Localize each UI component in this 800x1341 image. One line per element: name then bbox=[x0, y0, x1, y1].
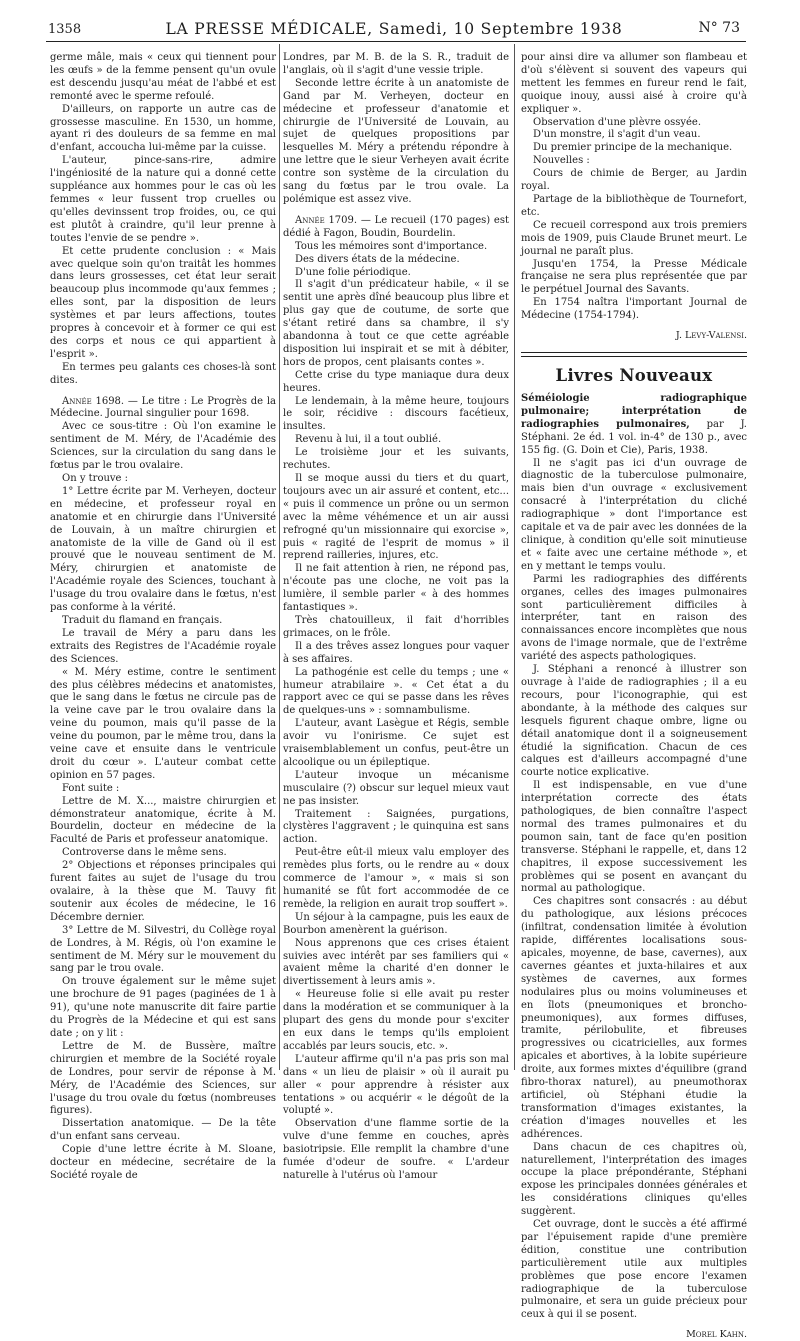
reviewer-signature: Morel Kahn. bbox=[686, 1329, 747, 1341]
paragraph: Avec ce sous-titre : Où l'on examine le sentiment de M. Méry, de l'Académie des Sciences, sur la circulation du sang dans le fœtus par le trou ovalaire. bbox=[50, 421, 276, 472]
paragraph: Controverse dans le même sens. bbox=[62, 847, 227, 859]
paragraph: germe mâle, mais « ceux qui tiennent pour les œufs » de la femme pensent qu'un ovule est descendu jusqu'au méat de l'abbé et est remonté avec le sperme refoulé. bbox=[50, 52, 276, 102]
paragraph: Traduit du flamand en français. bbox=[62, 614, 223, 626]
year-text: — Le titre : Le Progrès de la Médecine. Journal singulier pour 1698. bbox=[50, 395, 277, 420]
year-entry-1698 bbox=[50, 396, 276, 422]
paragraph: D'une folie périodique. bbox=[295, 266, 411, 278]
paragraph: pour ainsi dire va allumer son flambeau et d'où s'élèvent si souvent des vapeurs qui mettent les femmes en fureur rend le fait, quoique inouy, aussi aisé à croire qu'à expliquer ». bbox=[521, 52, 747, 115]
review-paragraph: Il ne s'agit pas ici d'un ouvrage de diagnostic de la tuberculose pulmonaire, mais bien d'un ouvrage « exclusivement consacré à l'interprétation du cliché radiographique » dont l'importance est capitale et va de pair avec les données de la clinique, à condition qu'elle soit minutieuse et « faite avec une certaine méthode », et en y mettant le temps voulu. bbox=[521, 457, 747, 572]
paragraph: « Heureuse folie si elle avait pu rester dans la modération et se communiquer à la plupart des gens du monde pour s'exciter en eux dans le temps qu'ils emploient accablés par leurs soucis, etc. ». bbox=[283, 989, 509, 1052]
paragraph: Nous apprenons que ces crises étaient suivies avec intérêt par ses familiers qui « avaient même la charité d'en donner le divertissement à leurs amis ». bbox=[283, 937, 509, 988]
header-rule bbox=[46, 41, 746, 42]
book-heading bbox=[521, 393, 747, 458]
author-signature: J. Levy-Valensi. bbox=[675, 330, 747, 342]
paragraph: Ce recueil correspond aux trois premiers mois de 1909, puis Claude Brunet meurt. Le journal ne paraît plus. bbox=[521, 219, 747, 257]
paragraph: 1° Lettre écrite par M. Verheyen, docteur en médecine, et professeur royal en anatomie et en chirurgie dans l'Université de Louvain, à un maître chirurgien et anatomiste de la ville de Gand où il est prouvé que le nouveau sentiment de M. Méry, chirurgien et anatomiste de l'Académie royale des Sciences, touchant à l'usage du trou ovalaire dans le fœtus, n'est pas conforme à la vérité. bbox=[50, 485, 276, 614]
paragraph: Il ne fait attention à rien, ne répond pas, n'écoute pas une cloche, ne voit pas la lumière, il semble parler « à des hommes fantastiques ». bbox=[283, 563, 509, 614]
journal-title bbox=[48, 20, 740, 38]
paragraph: On y trouve : bbox=[62, 473, 129, 484]
review-paragraph: Ces chapitres sont consacrés : au début du pathologique, aux lésions précoces (infiltrat, condensation limitée à évolution rapide, différentes localisations sous-apicales, moyenne, de base, cavernes), aux cavernes géantes et juxta-hilaires et aux systèmes de cavernes, aux formes nodulaires plus ou moins volumineuses et en îlots (pneumoniques et broncho-pneumoniques), aux formes diffuses, tramite, périlobulite, et fibreuses progressives ou cicatricielles, aux formes apicales et abortives, à la lobite supérieure droite, aux formes mixtes d'équilibre (grand fibro-thorax naturel), au pneumothorax artificiel, où Stéphani étudie la transformation d'images existantes, la création d'images nouvelles et les adhérences. bbox=[521, 896, 747, 1140]
paragraph: Lettre de M. X..., maistre chirurgien et démonstrateur anatomique, écrite à M. Bourdelin, docteur en médecine de la Faculté de Paris et professeur anatomique. bbox=[50, 795, 276, 846]
page-number: 1358 bbox=[48, 22, 82, 37]
paragraph: Revenu à lui, il a tout oublié. bbox=[295, 434, 442, 446]
paragraph: La pathogénie est celle du temps ; une « humeur atrabilaire ». « Cet état a du rapport avec ce qui se passe dans les rêves de quelques-uns » : somnambulisme. bbox=[283, 666, 509, 717]
paragraph: Traitement : Saignées, purgations, clystères l'aggravent ; le quinquina est sans action. bbox=[283, 808, 509, 846]
paragraph: On trouve également sur le même sujet une brochure de 91 pages (paginées de 1 à 91), qu'une note manuscrite dit faire partie du Progrès de la Médecine et qui est sans date ; on y lit : bbox=[50, 976, 276, 1039]
paragraph: Font suite : bbox=[62, 782, 120, 794]
year-label: Année 1698. bbox=[62, 395, 125, 407]
book-title: Séméiologie radiographique pulmonaire; interprétation de radiographies pulmonaires, bbox=[521, 393, 747, 430]
paragraph: Le travail de Méry a paru dans les extraits des Registres de l'Académie royale des Sciences. bbox=[50, 627, 276, 665]
paragraph: D'ailleurs, on rapporte un autre cas de grossesse masculine. En 1530, un homme, ayant ri des douleurs de sa femme en mal d'enfant, accoucha lui-même par la cuisse. bbox=[50, 103, 276, 154]
paragraph: Très chatouilleux, il fait d'horribles grimaces, on le frôle. bbox=[283, 614, 509, 639]
column-2 bbox=[283, 52, 509, 1183]
paragraph: L'auteur invoque un mécanisme musculaire (?) obscur sur lequel mieux vaut ne pas insister. bbox=[283, 769, 509, 807]
paragraph: Il se moque aussi du tiers et du quart, toujours avec un air assuré et content, etc... « puis il commence un prône ou un sermon avec la même véhémence et un air aussi refrogné qu'un missionnaire qui exorcise », puis « ragité de l'esprit de momus » il reprend railleries, injures, etc. bbox=[283, 473, 509, 562]
paragraph: L'auteur, pince-sans-rire, admire l'ingéniosité de la nature qui a donné cette suppléance aux hommes pour le cas où les femmes « leur fussent trop cruelles ou qu'elles devinssent trop froides, ou, ce qui est plutôt à craindre, qu'il leur prenne à toutes l'envie de se pendre ». bbox=[50, 155, 276, 244]
section-title: Livres Nouveaux bbox=[555, 366, 713, 386]
section-divider bbox=[521, 352, 747, 357]
journal-title-text: LA PRESSE MÉDICALE, Samedi, 10 Septembre 1938 bbox=[165, 20, 623, 38]
paragraph: En termes peu galants ces choses-là sont dites. bbox=[50, 361, 276, 386]
paragraph: Jusqu'en 1754, la Presse Médicale française ne sera plus représentée que par le perpétuel Journal des Savants. bbox=[521, 258, 747, 296]
paragraph: Peut-être eût-il mieux valu employer des remèdes plus forts, ou le rendre au « doux commerce de l'amour », « mais si son humanité se fût fort accommodée de ce remède, la religion en aurait trop souffert ». bbox=[283, 847, 509, 910]
paragraph: Le lendemain, à la même heure, toujours le soir, récidive : discours facétieux, insultes. bbox=[283, 395, 509, 433]
book-meta: par J. Stéphani. 2e éd. 1 vol. in-4° de 130 p., avec 155 fig. (G. Doin et Cie), Paris, 1938. bbox=[521, 418, 747, 456]
issue-number: N° 73 bbox=[698, 20, 740, 36]
column-1 bbox=[50, 52, 276, 1183]
paragraph: Nouvelles : bbox=[533, 155, 590, 167]
paragraph: Seconde lettre écrite à un anatomiste de Gand par M. Verheyen, docteur en médecine et professeur d'anatomie et chirurgie de l'Université de Louvain, au sujet de quelques propositions par lesquelles M. Méry a prétendu répondre à une lettre que le sieur Verheyen avait écrite contre son système de la circulation du sang du fœtus par le trou ovale. La polémique est assez vive. bbox=[283, 77, 509, 205]
paragraph: L'auteur, avant Lasègue et Régis, semble avoir vu l'onirisme. Ce sujet est vraisemblablement un confus, peut-être un alcoolique ou un épileptique. bbox=[283, 718, 509, 768]
paragraph: Copie d'une lettre écrite à M. Sloane, docteur en médecine, secrétaire de la Société royale de bbox=[50, 1144, 276, 1181]
review-paragraph: Cet ouvrage, dont le succès a été affirmé par l'épuisement rapide d'une première édition, constitue une contribution particulièrement utile aux multiples problèmes que pose encore l'examen radiographique de la tuberculose pulmonaire, et sera un guide précieux pour ceux à qui il se posent. bbox=[521, 1219, 747, 1321]
paragraph: En 1754 naîtra l'important Journal de Médecine (1754-1794). bbox=[521, 297, 747, 322]
paragraph: Un séjour à la campagne, puis les eaux de Bourbon amenèrent la guérison. bbox=[283, 911, 509, 936]
paragraph: Du premier principe de la mechanique. bbox=[533, 142, 733, 154]
paragraph: L'auteur affirme qu'il n'a pas pris son mal dans « un lieu de plaisir » où il aurait pu aller « pour apprendre à résister aux tentations » ou acquérir « le dégoût de la volupté ». bbox=[283, 1053, 509, 1117]
column-divider-2 bbox=[514, 44, 515, 1070]
paragraph: Cette crise du type maniaque dura deux heures. bbox=[283, 369, 509, 394]
paragraph: Des divers états de la médecine. bbox=[295, 253, 460, 265]
paragraph: Londres, par M. B. de la S. R., traduit de l'anglais, où il s'agit d'une vessie triple. bbox=[283, 52, 509, 76]
year-label: Année 1709. bbox=[295, 214, 358, 226]
paragraph: Dissertation anatomique. — De la tête d'un enfant sans cerveau. bbox=[50, 1118, 276, 1143]
review-paragraph: Parmi les radiographies des différents organes, celles des images pulmonaires sont particulièrement difficiles à interpréter, tant en raison des connaissances encore incomplètes que nous avons de l'image normale, que de l'extrême variété des aspects pathologiques. bbox=[521, 573, 747, 663]
review-paragraph: Dans chacun de ces chapitres où, naturellement, l'interprétation des images occupe la place prépondérante, Stéphani expose les principales données générales et les considérations cliniques qu'elles suggèrent. bbox=[521, 1141, 747, 1218]
paragraph: « M. Méry estime, contre le sentiment des plus célèbres médecins et anatomistes, que le sang dans le fœtus ne circule pas de la veine cave par le trou ovalaire dans la veine du poumon, mais qu'il passe de la veine du poumon, par le même trou, dans la veine cave et ensuite dans le ventricule droit du cœur ». L'auteur combat cette opinion en 57 pages. bbox=[50, 666, 276, 781]
year-entry-1709 bbox=[283, 215, 509, 241]
paragraph: Observation d'une plèvre ossyée. bbox=[533, 116, 702, 128]
paragraph: Observation d'une flamme sortie de la vulve d'une femme en couches, après basiotripsie. Elle remplit la chambre d'une fumée d'odeur de soufre. « L'ardeur naturelle à l'utérus où l'amour bbox=[283, 1118, 509, 1181]
column-3 bbox=[521, 52, 747, 1341]
paragraph: 2° Objections et réponses principales qui furent faites au sujet de l'usage du trou ovalaire, à la thèse que M. Tauvy fit soutenir aux écoles de médecine, le 16 Décembre dernier. bbox=[50, 860, 276, 923]
paragraph: 3° Lettre de M. Silvestri, du Collège royal de Londres, à M. Régis, où l'on examine le sentiment de M. Méry sur le mouvement du sang par le trou ovale. bbox=[50, 924, 276, 975]
paragraph: Cours de chimie de Berger, au Jardin royal. bbox=[521, 168, 747, 193]
paragraph: Partage de la bibliothèque de Tournefort, etc. bbox=[521, 193, 747, 218]
review-paragraph: J. Stéphani a renoncé à illustrer son ouvrage à l'aide de radiographies ; il a eu recours, pour l'iconographie, qui est abondante, à la méthode des calques sur lesquels figurent chaque ombre, ligne ou détail anatomique dont il a soigneusement étudié la signification. Chacun de ces calques est d'ailleurs accompagné d'une courte notice explicative. bbox=[521, 664, 747, 779]
paragraph: Il a des trêves assez longues pour vaquer à ses affaires. bbox=[283, 640, 509, 665]
paragraph: Et cette prudente conclusion : « Mais avec quelque soin qu'on traitât les hommes dans leurs grossesses, cet état leur serait beaucoup plus incommode qu'aux femmes ; elles sont, par la disposition de leurs systèmes et par leurs affections, toutes propres à concevoir et à former ce qui est des corps et nous ce qui appartient à l'esprit ». bbox=[50, 245, 276, 360]
paragraph: Il s'agit d'un prédicateur habile, « il se sentit une après dîné beaucoup plus libre et plus gay que de coutume, de sorte que s'étant retiré dans sa chambre, il s'y abandonna à tout ce que cette agréable disposition lui inspirait et se mit à débiter, hors de propos, cent plaisants contes ». bbox=[283, 279, 509, 368]
review-paragraph: Il est indispensable, en vue d'une interprétation correcte des états pathologiques, de bien connaître l'aspect normal des trames pulmonaires et du poumon sain, tant de face qu'en position transverse. Stéphani le rappelle, et, dans 12 chapitres, il expose successivement les problèmes qui se posent en avançant du normal au pathologique. bbox=[521, 780, 747, 895]
paragraph: Lettre de M. de Bussère, maître chirurgien et membre de la Société royale de Londres, pour servir de réponse à M. Méry, de l'Académie des Sciences, sur l'usage du trou ovale du fœtus (nombreuses figures). bbox=[50, 1040, 276, 1117]
year-text: — Le recueil (170 pages) est dédié à Fagon, Boudin, Bourdelin. bbox=[283, 214, 509, 239]
paragraph: D'un monstre, il s'agit d'un veau. bbox=[533, 129, 701, 141]
paragraph: Le troisième jour et les suivants, rechutes. bbox=[283, 447, 509, 472]
page-header bbox=[48, 16, 740, 44]
column-divider-1 bbox=[279, 44, 280, 1070]
paragraph: Tous les mémoires sont d'importance. bbox=[295, 240, 488, 252]
